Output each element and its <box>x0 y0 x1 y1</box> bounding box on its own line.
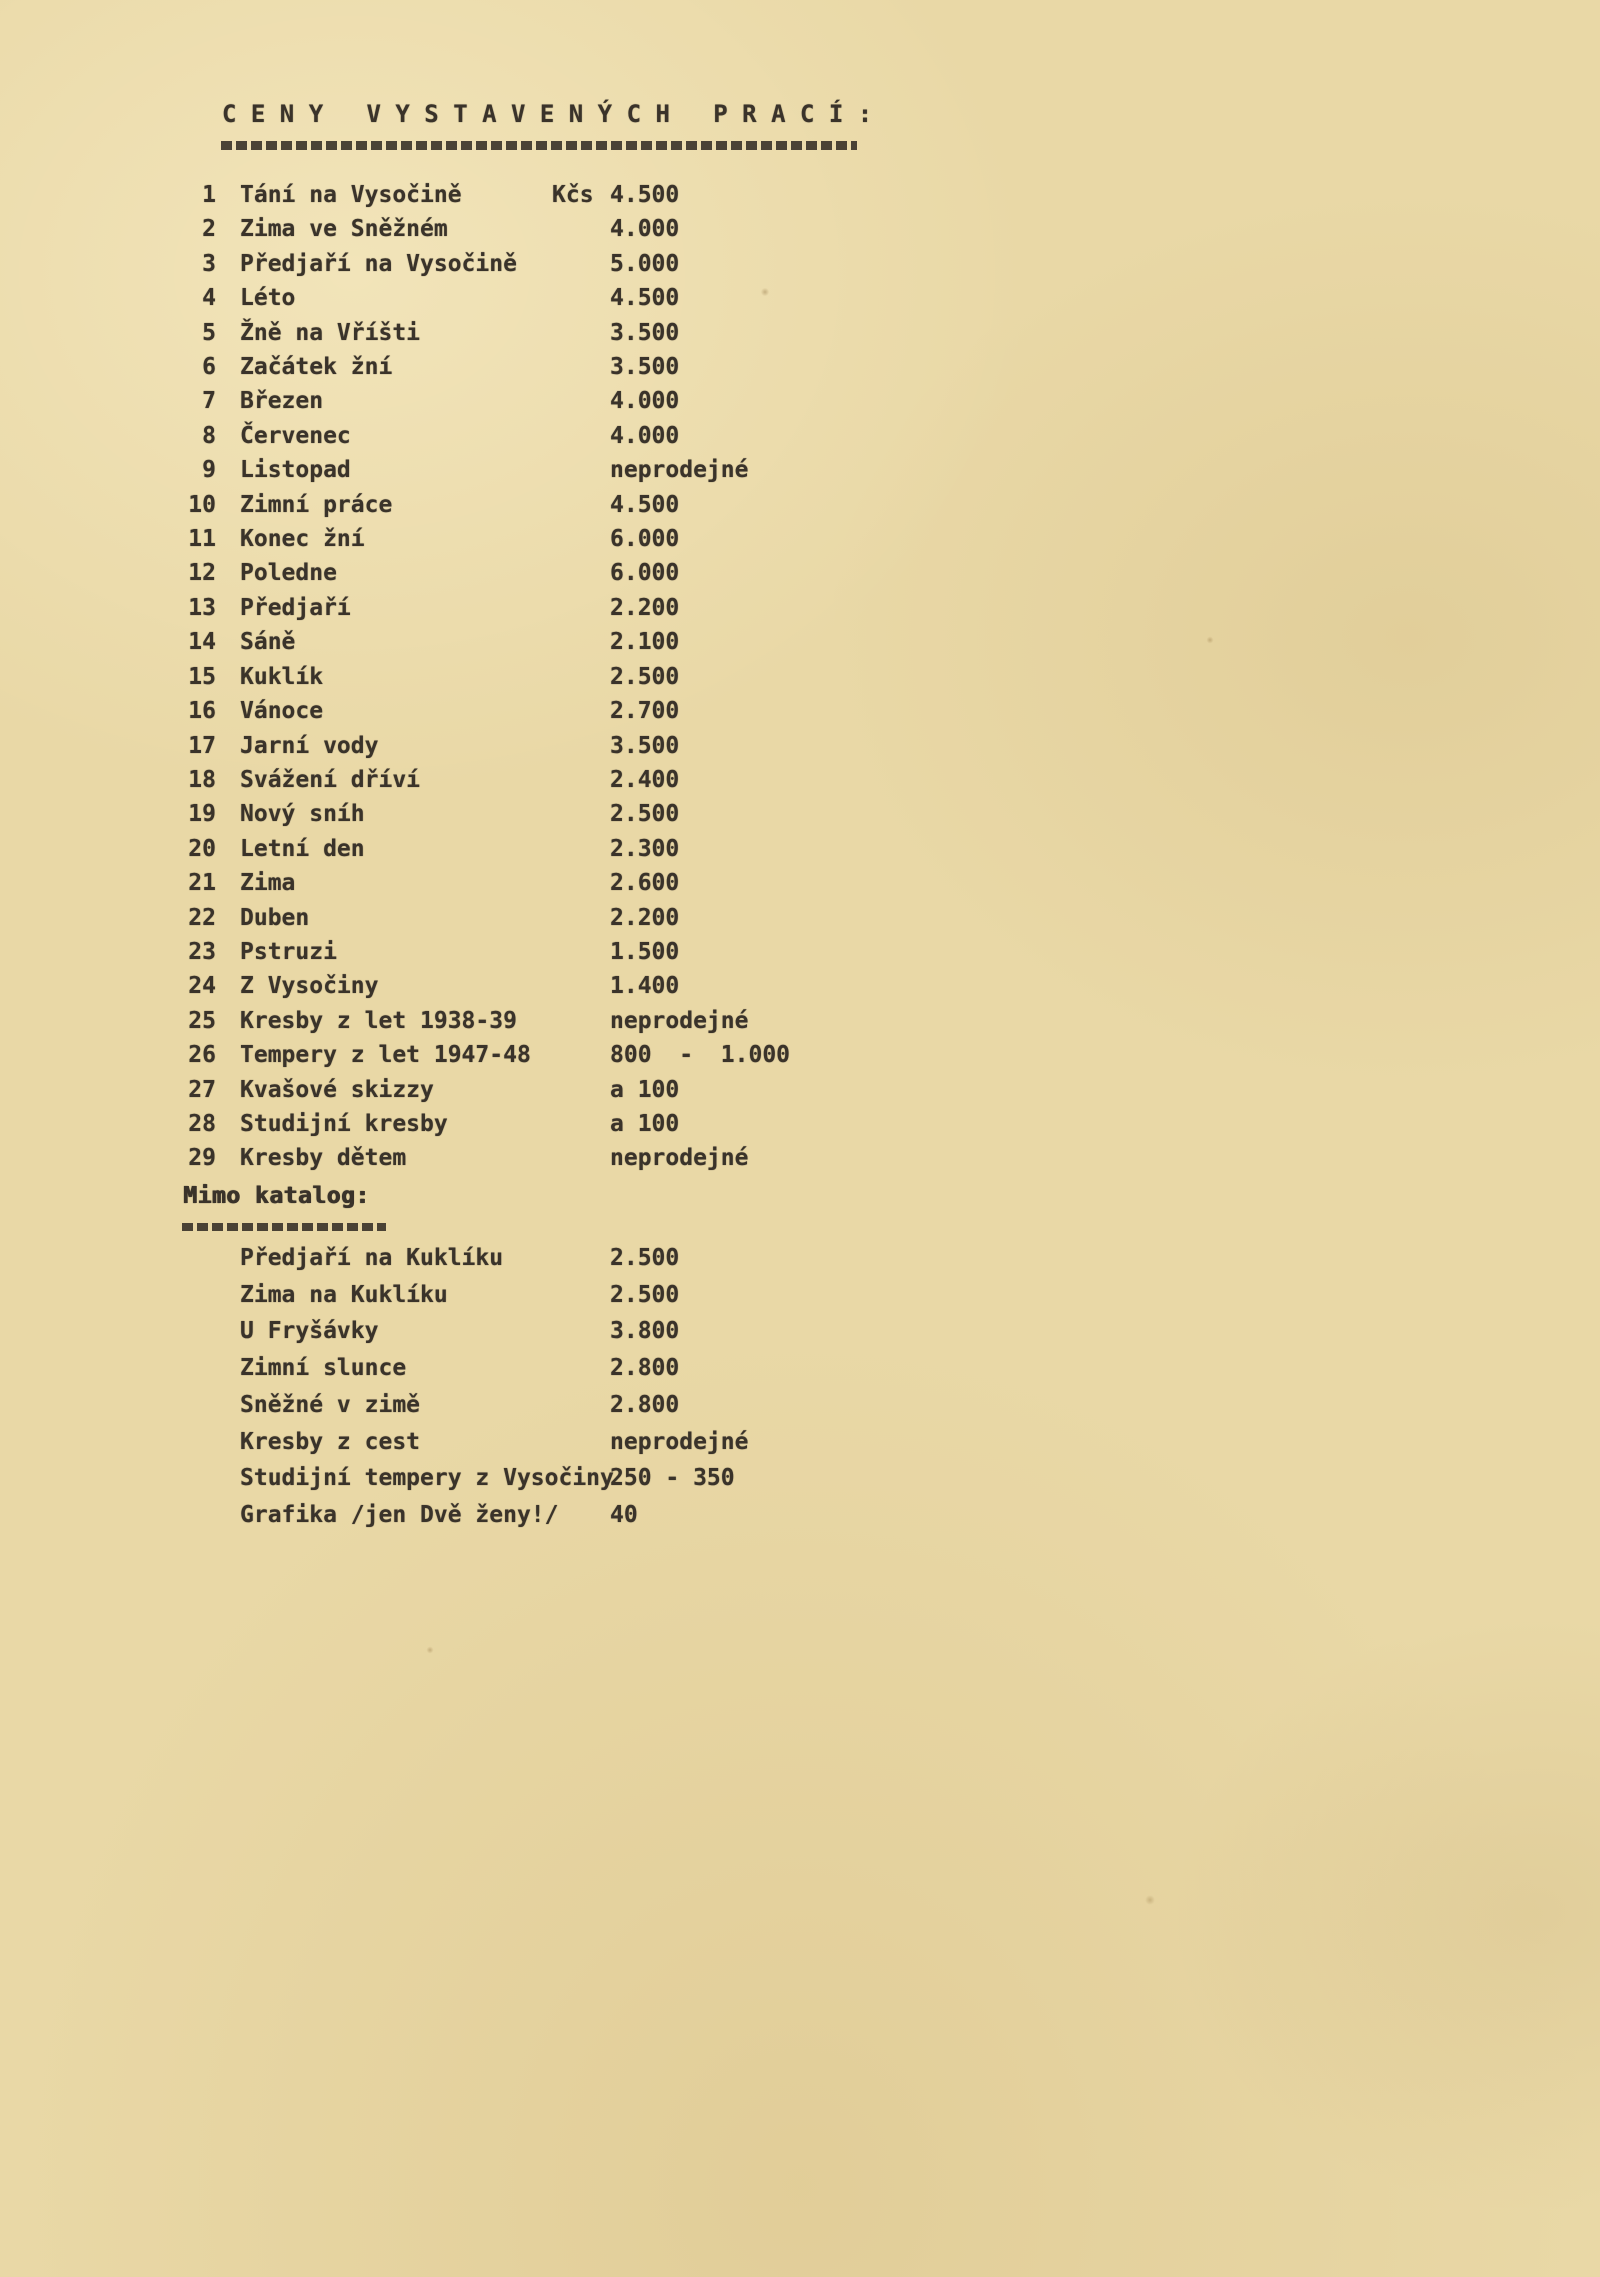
item-name: Začátek žní <box>240 354 393 381</box>
item-name: Z Vysočiny <box>240 973 379 1000</box>
catalog-row <box>0 1038 1600 1072</box>
item-name: Žně na Vříšti <box>240 319 421 346</box>
item-name: Konec žní <box>240 526 365 553</box>
extra-row <box>0 1460 1600 1497</box>
item-number: 6 <box>202 354 216 381</box>
item-number: 17 <box>188 732 216 759</box>
catalog-row <box>0 935 1600 969</box>
item-number: 22 <box>188 904 216 931</box>
item-name: Kresby dětem <box>240 1145 407 1172</box>
catalog-row <box>0 1107 1600 1141</box>
extra-section-heading: Mimo katalog: <box>183 1183 370 1209</box>
item-number: 24 <box>188 973 216 1000</box>
item-number: 28 <box>188 1110 216 1137</box>
item-price: 2.200 <box>610 904 680 931</box>
item-price: neprodejné <box>610 1007 749 1034</box>
item-name: Tempery z let 1947-48 <box>240 1042 531 1069</box>
item-price: 3.500 <box>610 732 680 759</box>
catalog-row <box>0 556 1600 590</box>
item-number: 14 <box>188 629 216 656</box>
item-name: Kvašové skizzy <box>240 1076 434 1103</box>
item-number: 13 <box>188 594 216 621</box>
item-number: 4 <box>202 285 216 312</box>
item-name: Předjaří <box>240 594 351 621</box>
catalog-row <box>0 1004 1600 1038</box>
item-price: neprodejné <box>610 1145 749 1172</box>
item-name: Poledne <box>240 560 337 587</box>
item-name: Předjaří na Vysočině <box>240 250 517 277</box>
catalog-row <box>0 419 1600 453</box>
item-number: 1 <box>202 182 216 208</box>
item-price: 2.500 <box>610 1245 680 1271</box>
item-price: 800 - 1.000 <box>610 1042 791 1069</box>
item-name: Březen <box>240 388 324 415</box>
item-number: 8 <box>202 422 216 449</box>
item-name: Předjaří na Kuklíku <box>240 1245 504 1271</box>
item-name: Sáně <box>240 629 296 656</box>
item-number: 20 <box>188 835 216 862</box>
item-number: 12 <box>188 560 216 587</box>
item-name: Studijní kresby <box>240 1110 448 1137</box>
item-price: a 100 <box>610 1076 680 1103</box>
item-price: 4.000 <box>610 422 680 449</box>
item-name: Letní den <box>240 835 365 862</box>
item-number: 23 <box>188 938 216 965</box>
catalog-row <box>0 1141 1600 1175</box>
extra-list <box>0 1240 1600 1534</box>
item-price: 5.000 <box>610 250 680 277</box>
extra-row <box>0 1497 1600 1534</box>
catalog-row <box>0 969 1600 1003</box>
extra-row <box>0 1350 1600 1387</box>
catalog-row <box>0 625 1600 659</box>
catalog-row <box>0 866 1600 900</box>
item-name: Kresby z let 1938-39 <box>240 1007 517 1034</box>
item-price: 4.000 <box>610 388 680 415</box>
item-name: Studijní tempery z Vysočiny <box>240 1465 614 1492</box>
extra-heading-underline <box>182 1223 386 1231</box>
item-name: Zima ve Sněžném <box>240 216 448 243</box>
catalog-row <box>0 384 1600 418</box>
item-name: Kresby z cest <box>240 1428 421 1455</box>
item-price: 6.000 <box>610 526 680 553</box>
catalog-row <box>0 901 1600 935</box>
page-title: C E N Y V Y S T A V E N Ý C H P R A C Í : <box>222 100 873 128</box>
item-name: Zimní práce <box>240 491 393 518</box>
item-name: Zimní slunce <box>240 1355 407 1382</box>
item-name: Kuklík <box>240 663 324 690</box>
item-name: Grafika /jen Dvě ženy!/ <box>240 1501 559 1528</box>
item-number: 27 <box>188 1076 216 1103</box>
item-price: 6.000 <box>610 560 680 587</box>
extra-row <box>0 1277 1600 1314</box>
item-number: 16 <box>188 698 216 725</box>
item-price: 4.500 <box>610 285 680 312</box>
item-name: Svážení dříví <box>240 766 421 793</box>
item-name: Zima na Kuklíku <box>240 1281 448 1308</box>
item-name: Pstruzi <box>240 938 337 965</box>
currency-label: Kčs <box>552 182 594 208</box>
extra-row <box>0 1387 1600 1424</box>
catalog-row <box>0 1073 1600 1107</box>
item-number: 2 <box>202 216 216 243</box>
item-price: 4.500 <box>610 182 680 208</box>
catalog-row <box>0 247 1600 281</box>
item-price: 2.800 <box>610 1391 680 1418</box>
item-name: U Fryšávky <box>240 1318 379 1345</box>
catalog-row <box>0 488 1600 522</box>
item-number: 25 <box>188 1007 216 1034</box>
item-price: 2.200 <box>610 594 680 621</box>
catalog-row <box>0 832 1600 866</box>
item-price: 250 - 350 <box>610 1465 735 1492</box>
catalog-row <box>0 729 1600 763</box>
catalog-row <box>0 763 1600 797</box>
item-name: Duben <box>240 904 310 931</box>
item-price: 4.000 <box>610 216 680 243</box>
item-name: Léto <box>240 285 296 312</box>
catalog-row <box>0 212 1600 246</box>
item-number: 9 <box>202 457 216 484</box>
item-number: 10 <box>188 491 216 518</box>
item-name: Jarní vody <box>240 732 379 759</box>
item-price: 2.500 <box>610 801 680 828</box>
item-number: 3 <box>202 250 216 277</box>
item-name: Nový sníh <box>240 801 365 828</box>
item-price: 3.500 <box>610 319 680 346</box>
item-number: 7 <box>202 388 216 415</box>
catalog-row <box>0 281 1600 315</box>
item-price: 4.500 <box>610 491 680 518</box>
catalog-row <box>0 694 1600 728</box>
catalog-row <box>0 453 1600 487</box>
item-name: Červenec <box>240 422 351 449</box>
extra-row <box>0 1424 1600 1461</box>
item-price: 3.800 <box>610 1318 680 1345</box>
item-name: Vánoce <box>240 698 324 725</box>
item-name: Listopad <box>240 457 351 484</box>
item-number: 11 <box>188 526 216 553</box>
item-price: 1.500 <box>610 938 680 965</box>
item-price: a 100 <box>610 1110 680 1137</box>
extra-row <box>0 1313 1600 1350</box>
item-number: 29 <box>188 1145 216 1172</box>
item-name: Zima <box>240 870 296 897</box>
item-price: 2.500 <box>610 1281 680 1308</box>
item-price: 2.700 <box>610 698 680 725</box>
item-number: 19 <box>188 801 216 828</box>
item-price: 1.400 <box>610 973 680 1000</box>
item-name: Tání na Vysočině <box>240 182 462 208</box>
item-price: 2.100 <box>610 629 680 656</box>
item-price: 2.800 <box>610 1355 680 1382</box>
item-price: 2.400 <box>610 766 680 793</box>
catalog-row <box>0 316 1600 350</box>
extra-row <box>0 1240 1600 1277</box>
item-price: neprodejné <box>610 1428 749 1455</box>
catalog-row <box>0 178 1600 212</box>
title-underline <box>221 141 857 150</box>
catalog-row <box>0 660 1600 694</box>
item-number: 5 <box>202 319 216 346</box>
catalog-row <box>0 591 1600 625</box>
item-name: Sněžné v zimě <box>240 1391 421 1418</box>
catalog-row <box>0 797 1600 831</box>
catalog-list <box>0 178 1600 1176</box>
item-number: 26 <box>188 1042 216 1069</box>
item-price: neprodejné <box>610 457 749 484</box>
item-price: 40 <box>610 1501 638 1528</box>
item-price: 2.500 <box>610 663 680 690</box>
catalog-row <box>0 350 1600 384</box>
item-price: 3.500 <box>610 354 680 381</box>
item-number: 21 <box>188 870 216 897</box>
item-number: 18 <box>188 766 216 793</box>
item-price: 2.300 <box>610 835 680 862</box>
catalog-row <box>0 522 1600 556</box>
item-number: 15 <box>188 663 216 690</box>
item-price: 2.600 <box>610 870 680 897</box>
